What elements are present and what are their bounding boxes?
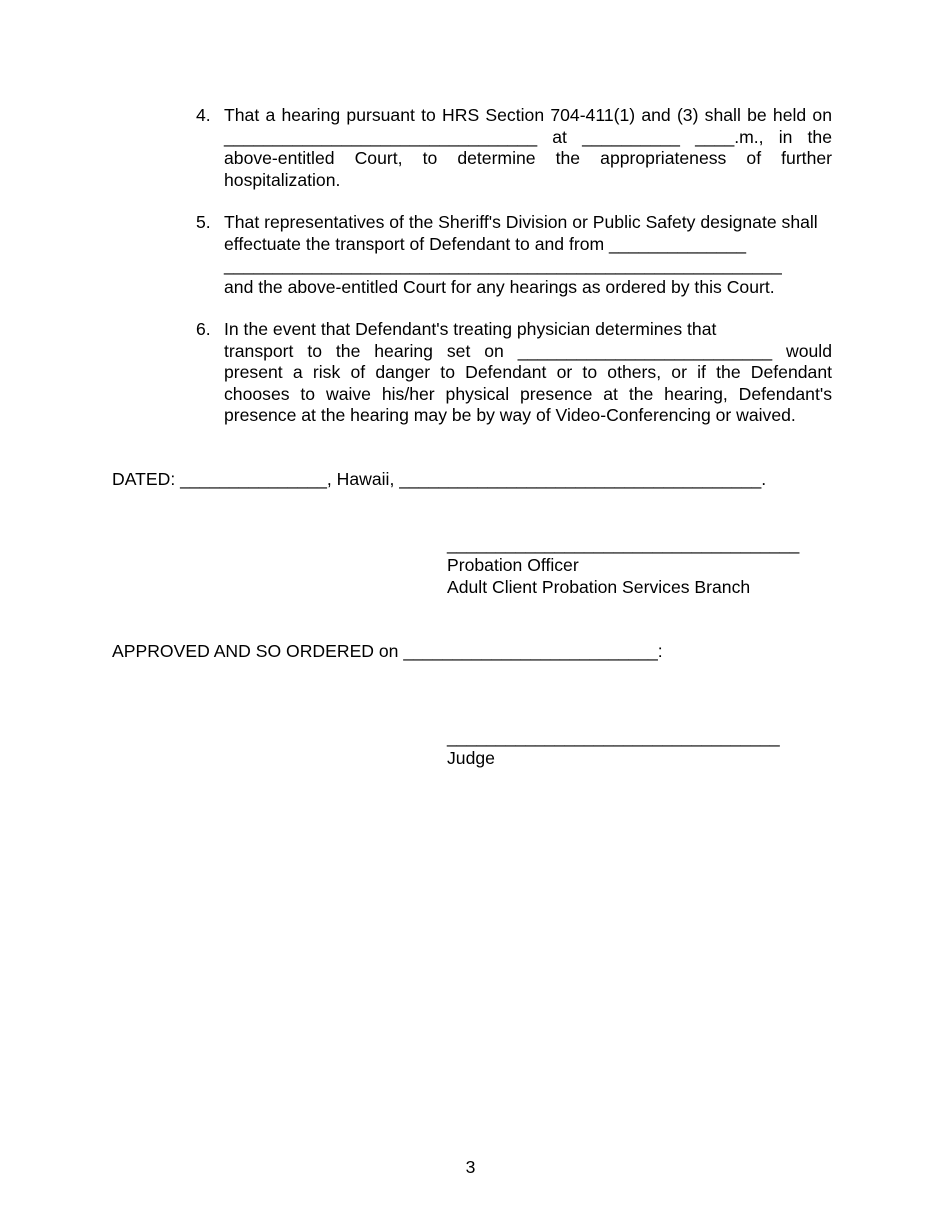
paragraph-text — [224, 105, 832, 191]
paragraph-text — [224, 319, 832, 427]
paragraph-text — [224, 212, 832, 298]
paragraph-line: and the above-entitled Court for any hearings as ordered by this Court. — [224, 276, 775, 297]
paragraph-line: chooses to waive his/her physical presence at the hearing, Defendant's — [224, 383, 832, 404]
paragraph-line: effectuate the transport of Defendant to and from ______________ — [224, 233, 747, 254]
paragraph-number: 4. — [196, 105, 211, 125]
approved-order-line: APPROVED AND SO ORDERED on __________________________: — [112, 641, 663, 661]
page-number: 3 — [465, 1157, 476, 1177]
paragraph-line: _________________________________________________________ — [224, 255, 782, 275]
judge-title: Judge — [447, 748, 495, 768]
paragraph-line: present a risk of danger to Defendant or to others, or if the Defendant — [224, 362, 832, 382]
paragraph-line: transport to the hearing set on __________________________ would — [224, 340, 832, 361]
dated-line: DATED: _______________, Hawaii, _____________________________________. — [112, 469, 767, 489]
probation-officer-title: Probation Officer — [447, 555, 579, 575]
paragraph-line: That representatives of the Sheriff's Division or Public Safety designate shall — [224, 212, 818, 232]
paragraph-line: That a hearing pursuant to HRS Section 704-411(1) and (3) shall be held on — [224, 105, 832, 125]
judge-signature-line: __________________________________ — [447, 727, 780, 747]
paragraph-line: above-entitled Court, to determine the appropriateness of further — [224, 148, 832, 168]
paragraph-line: hospitalization. — [224, 169, 341, 190]
paragraph-line: presence at the hearing may be by way of Video-Conferencing or waived. — [224, 405, 796, 425]
paragraph-number: 5. — [196, 212, 211, 232]
paragraph-number: 6. — [196, 319, 211, 339]
paragraph-line: In the event that Defendant's treating physician determines that — [224, 319, 717, 339]
paragraph-line: ________________________________ at __________ ____.m., in the — [224, 126, 832, 147]
probation-officer-signature-line: ____________________________________ — [447, 534, 800, 554]
probation-branch-name: Adult Client Probation Services Branch — [447, 577, 751, 597]
